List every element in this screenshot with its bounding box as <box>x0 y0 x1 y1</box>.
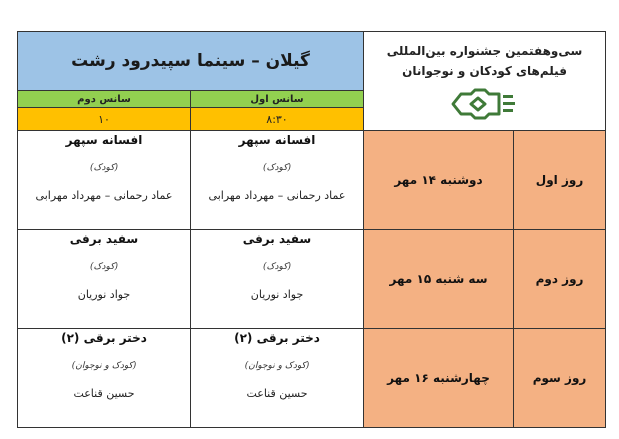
session-2-time: ۱۰ <box>18 108 191 131</box>
schedule-table <box>17 31 606 428</box>
film-category: (کودک) <box>89 262 119 272</box>
festival-header <box>364 32 606 131</box>
film-cell <box>18 329 191 428</box>
film-title: دختر برقی (۲) <box>61 331 147 345</box>
film-director: عماد رحمانی – مهرداد مهرابی <box>35 189 173 202</box>
session-1-label: سانس اول <box>191 91 364 108</box>
day-label: روز دوم <box>514 230 606 329</box>
film-title: دختر برقی (۲) <box>234 331 320 345</box>
film-director: جواد نوریان <box>250 288 304 301</box>
day-label: روز اول <box>514 131 606 230</box>
film-director: حسین قناعت <box>73 387 135 400</box>
film-title: سفید برفی <box>69 232 139 246</box>
film-cell <box>191 230 364 329</box>
session-1-time: ۸:۳۰ <box>191 108 364 131</box>
film-cell <box>191 329 364 428</box>
film-director: جواد نوریان <box>77 288 131 301</box>
film-category: (کودک) <box>262 262 292 272</box>
film-cell <box>18 230 191 329</box>
day-date: چهارشنبه ۱۶ مهر <box>364 329 514 428</box>
festival-title-line2: فیلم‌های کودکان و نوجوانان <box>402 64 567 78</box>
film-director: حسین قناعت <box>246 387 308 400</box>
film-title: سفید برفی <box>242 232 312 246</box>
day-label: روز سوم <box>514 329 606 428</box>
film-director: عماد رحمانی – مهرداد مهرابی <box>208 189 346 202</box>
film-category: (کودک) <box>89 163 119 173</box>
film-title: افسانه سپهر <box>65 133 143 147</box>
film-cell <box>191 131 364 230</box>
festival-schedule <box>17 31 605 438</box>
festival-logo-icon <box>445 86 525 122</box>
festival-title-line1: سی‌وهفتمین جشنواره بین‌المللی <box>386 44 583 58</box>
film-category: (کودک و نوجوان) <box>71 361 137 371</box>
table-row <box>18 131 606 230</box>
film-category: (کودک) <box>262 163 292 173</box>
table-row <box>18 329 606 428</box>
table-row <box>18 230 606 329</box>
day-date: سه شنبه ۱۵ مهر <box>364 230 514 329</box>
film-title: افسانه سپهر <box>238 133 316 147</box>
session-2-label: سانس دوم <box>18 91 191 108</box>
day-date: دوشنبه ۱۴ مهر <box>364 131 514 230</box>
film-cell <box>18 131 191 230</box>
film-category: (کودک و نوجوان) <box>244 361 310 371</box>
venue-title: گیلان – سینما سپیدرود رشت <box>18 32 364 91</box>
